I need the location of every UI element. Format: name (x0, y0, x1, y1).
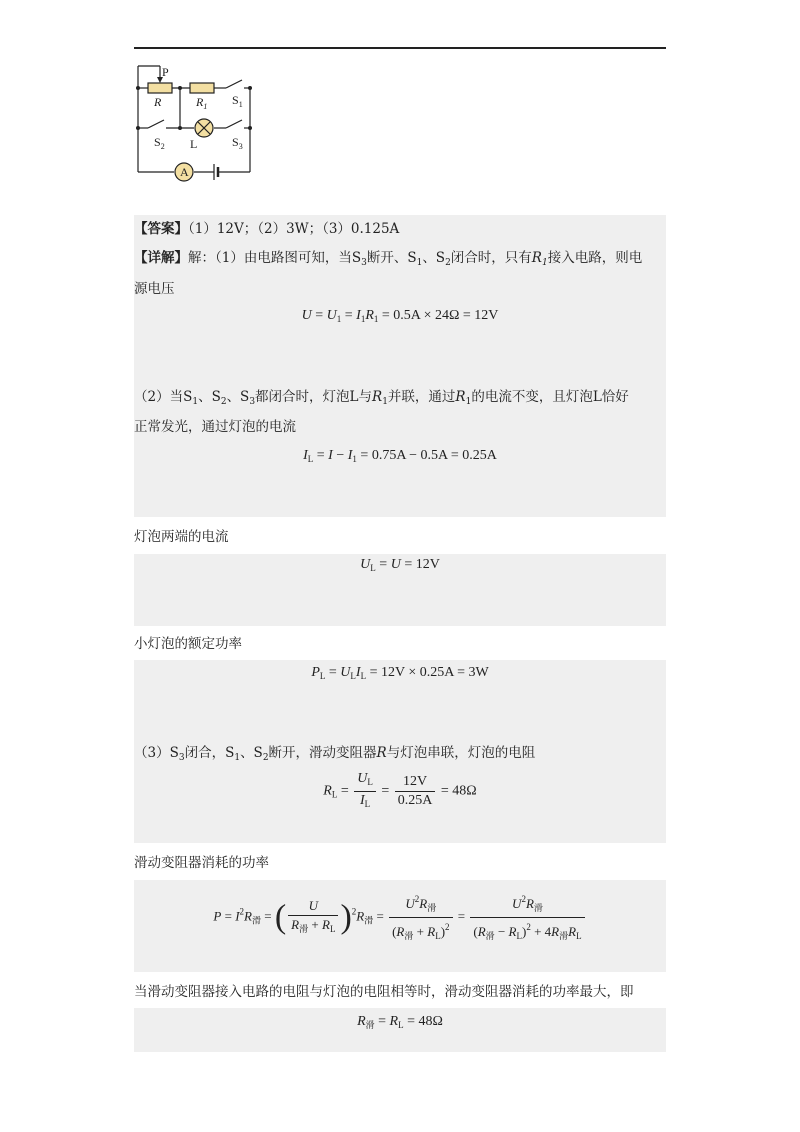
lamp-icon (195, 119, 213, 137)
detail-line-5: 灯泡两端的电流 (134, 529, 229, 545)
svg-text:S3: $S_3$ (232, 135, 243, 151)
equation-6: $P = I^2R_滑$ = ( $\frac{U}{R_滑 + R_L}$ )$^2R_滑$ = $\frac{U^2R_滑}{(R_滑 + R_L)^2}$ = $\frac{U^2R_滑}{(R_滑 - R_L)^2 + 4R_滑R_L}$ (134, 890, 666, 945)
ammeter-label: A (180, 165, 189, 179)
equation-7: $R_滑 = R_L = 48\Omega$ (357, 1014, 443, 1030)
label-s3: S (232, 135, 239, 149)
label-p: P (162, 65, 169, 79)
detail-line-6: 小灯泡的额定功率 (134, 636, 242, 652)
label-s2: S (154, 135, 161, 149)
equation-4: $P_L = U_LI_L = 12V \times 0.25A = 3W$ (311, 665, 489, 681)
battery-icon (214, 164, 218, 180)
detail-line-7: $(3)S_3$闭合，$S_1$、$S_2$断开，滑动变阻器R与灯泡串联，灯泡的电阻 (134, 745, 536, 763)
detail-line-9: 当滑动变阻器接入电路的电阻与灯泡的电阻相等时，滑动变阻器消耗的功率最大，即 (134, 984, 634, 1000)
label-l: L (190, 137, 198, 151)
header-rule (134, 47, 666, 49)
equation-2: $I_L = I - I_1 = 0.75A - 0.5A = 0.25A$ (303, 448, 497, 464)
detail-line-2: 源电压 (134, 281, 175, 297)
detail-line-3: （2）当$S_1$、$S_2$、$S_3$都闭合时，灯泡L与$R_1$并联，通过$R_1$的电流不变，且灯泡L恰好 (134, 389, 629, 407)
equation-5: $R_L$ = $\frac{U_L}{I_L}$ = $\frac{12V}{0.25A}$ = 48Ω (323, 771, 477, 809)
equation-1: $U = U_1 = I_1R_1 = 0.5A \times 24\Omega = 12V$ (301, 308, 499, 324)
detail-tag: 【详解】 (134, 250, 188, 266)
svg-text:S2: $S_2$ (154, 135, 165, 151)
resistor-r1 (190, 83, 214, 93)
ammeter-icon (175, 163, 193, 181)
answer-tag: 【答案】 (134, 221, 188, 237)
answer-text: （1）12V；（2）3W；（3）0.125A (188, 221, 400, 237)
rheostat-r (148, 83, 172, 93)
detail-line-8: 滑动变阻器消耗的功率 (134, 855, 269, 871)
svg-text:R1: $R_1$ (196, 95, 208, 111)
label-r1: R (196, 95, 204, 109)
label-s1: S (232, 93, 239, 107)
answer-line (134, 219, 399, 239)
svg-text:S1: $S_1$ (232, 93, 243, 109)
equation-3: $U_L = U = 12V$ (360, 557, 440, 573)
circuit-diagram (130, 58, 260, 183)
detail-line-4: 正常发光，通过灯泡的电流 (134, 419, 296, 435)
label-r: R (154, 95, 162, 109)
detail-line-1: 【详解】解：（1）由电路图可知，当$S_3$断开、$S_1$、$S_2$闭合时，只有$R_1$接入电路，则电 (134, 250, 643, 268)
